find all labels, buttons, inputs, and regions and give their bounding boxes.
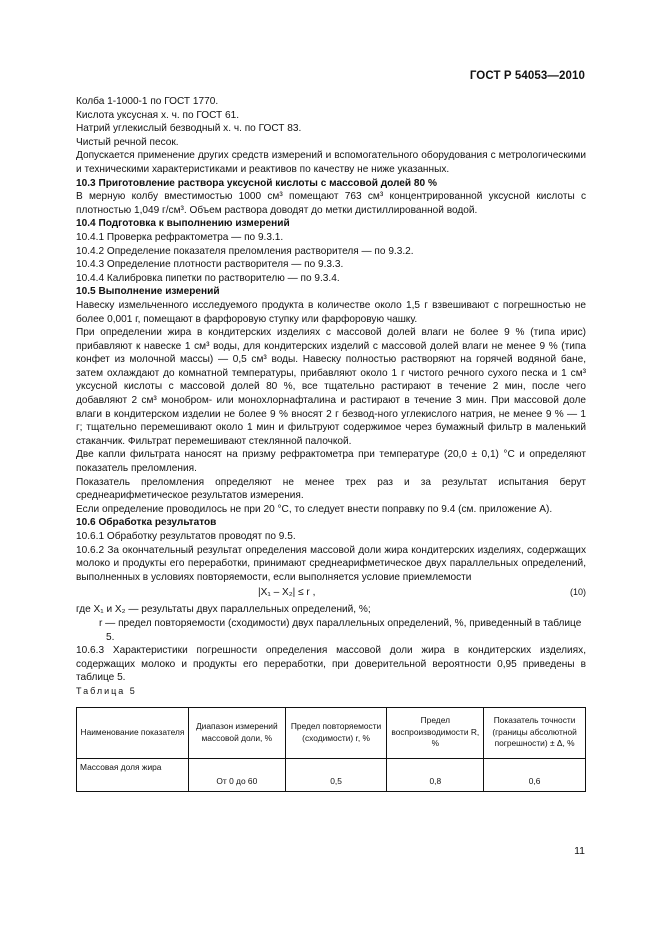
formula-row (76, 585, 586, 601)
section-10-6-paragraph: 10.6.1 Обработку результатов проводят по 9.5. (76, 531, 296, 542)
table-5 (76, 707, 586, 792)
page-number: 11 (574, 845, 585, 857)
table-cell: 0,6 (484, 758, 586, 791)
subsection-item: 10.4.3 Определение плотности растворителя — по 9.3.3. (76, 259, 344, 271)
page-content (76, 95, 586, 792)
formula: |X₁ – X₂| ≤ r , (258, 587, 316, 599)
table-header-cell: Наименование показателя (77, 707, 189, 758)
table-header-row (77, 707, 586, 758)
reagent-line: Колба 1-1000-1 по ГОСТ 1770. (76, 96, 219, 107)
formula-legend-x: где X₁ и X₂ — результаты двух параллельных определений, %; (76, 604, 371, 616)
reagent-line: Натрий углекислый безводный х. ч. по ГОСТ 83. (76, 123, 302, 135)
table-header-cell: Показатель точности (границы абсолютной погрешности) ± Δ, % (484, 707, 586, 758)
table-cell: 0,5 (285, 758, 387, 791)
allowed-paragraph: Допускается применение других средств измерений и вспомогательного оборудования с метрологическими и техническими характеристиками и реактивов по качеству не ниже указанных. (76, 150, 586, 175)
section-10-5-paragraph: Две капли фильтрата наносят на призму рефрактометра при температуре (20,0 ± 0,1) °С и определяют показатель преломления. (76, 449, 586, 475)
table-cell: Массовая доля жира (77, 758, 189, 791)
subsection-item: 10.4.4 Калибровка пипетки по растворителю — по 9.3.4. (76, 272, 340, 284)
section-10-6-paragraph: 10.6.2 За окончательный результат определения массовой доли жира кондитерских изделиях, содержащих молоко и продукты его переработки, принимают среднеарифметическое двух параллельных определений, выполненных в условиях повторяемости, если выполняется условие приемлемости (76, 544, 586, 583)
reagent-line: Чистый речной песок. (76, 136, 179, 148)
table-header-cell: Предел повторяемости (сходимости) r, % (285, 707, 387, 758)
formula-number: (10) (569, 587, 586, 598)
section-10-5-paragraph: Навеску измельченного исследуемого продукта в количестве около 1,5 г взвешивают с погрешностью не более 0,001 г, помещают в фарфоровую ступку или фарфоровую чашку. (76, 299, 586, 325)
document-id-header: ГОСТ Р 54053—2010 (469, 70, 585, 82)
section-10-5-paragraph: При определении жира в кондитерских изделиях с массовой долей влаги не более 9 % (типа ирис) прибавляют к навеске 1 см³ воды, для кондитерских изделий с массовой долей влаги не менее 9 % (типа конфет из молочной массы) — 0,5 см³ воды. Навеску полностью растворяют на горячей водяной бане, затем охлаждают до комнатной температуры, прибавляют около 1 г чистого речного сухого песка и 1 см³ уксусной кислоты с массовой долей 80 %, все тщательно растирают в течение 2 мин, после чего добавляют 2 см³ монобром- или монохлорнафталина и растирают в течение 3 мин. При массовой доле влаги в кондитерском изделии не более 9 % вносят 2 г безвод-ного углекислого натрия, не менее 9 % — 1 г; тщательно перемешивают около 1 мин и фильтруют содержимое через бумажный фильтр в маленький стаканчик. Фильтрат перемешивают стеклянной палочкой. (76, 327, 586, 447)
table-cell: От 0 до 60 (188, 758, 285, 791)
section-10-5-paragraph: Если определение проводилось не при 20 °С, то следует внести поправку по 9.4 (см. приложение А). (76, 503, 553, 515)
table-caption: Таблица 5 (76, 685, 137, 696)
section-10-3-heading: 10.3 Приготовление раствора уксусной кислоты с массовой долей 80 % (76, 177, 437, 189)
section-10-6-heading: 10.6 Обработка результатов (76, 517, 217, 529)
section-10-4-heading: 10.4 Подготовка к выполнению измерений (76, 218, 290, 230)
section-10-6-paragraph: 10.6.3 Характеристики погрешности определения массовой доли жира в кондитерских изделиях, содержащих молоко и продукты его переработки, при доверительной вероятности 0,95 приведены в таблице 5. (76, 645, 586, 684)
section-10-5-heading: 10.5 Выполнение измерений (76, 286, 220, 298)
table-header-cell: Предел воспроизводимости R, % (387, 707, 484, 758)
formula-legend-r: r — предел повторяемости (сходимости) двух параллельных определений, %, приведенный в таблице 5. (99, 617, 582, 643)
subsection-item: 10.4.2 Определение показателя преломления растворителя — по 9.3.2. (76, 245, 414, 257)
table-header-cell: Диапазон измерений массовой доли, % (188, 707, 285, 758)
section-10-5-paragraph: Показатель преломления определяют не менее трех раз и за результат испытания берут среднеарифметическое результатов измерения. (76, 476, 586, 502)
reagent-line: Кислота уксусная х. ч. по ГОСТ 61. (76, 109, 240, 121)
table-cell: 0,8 (387, 758, 484, 791)
section-10-3-text: В мерную колбу вместимостью 1000 см³ помещают 763 см³ концентрированной уксусной кислоты с плотностью 1,049 г/см³. Объем раствора доводят до метки дистиллированной водой. (76, 191, 586, 216)
table-row (77, 758, 586, 791)
subsection-item: 10.4.1 Проверка рефрактометра — по 9.3.1. (76, 231, 284, 243)
